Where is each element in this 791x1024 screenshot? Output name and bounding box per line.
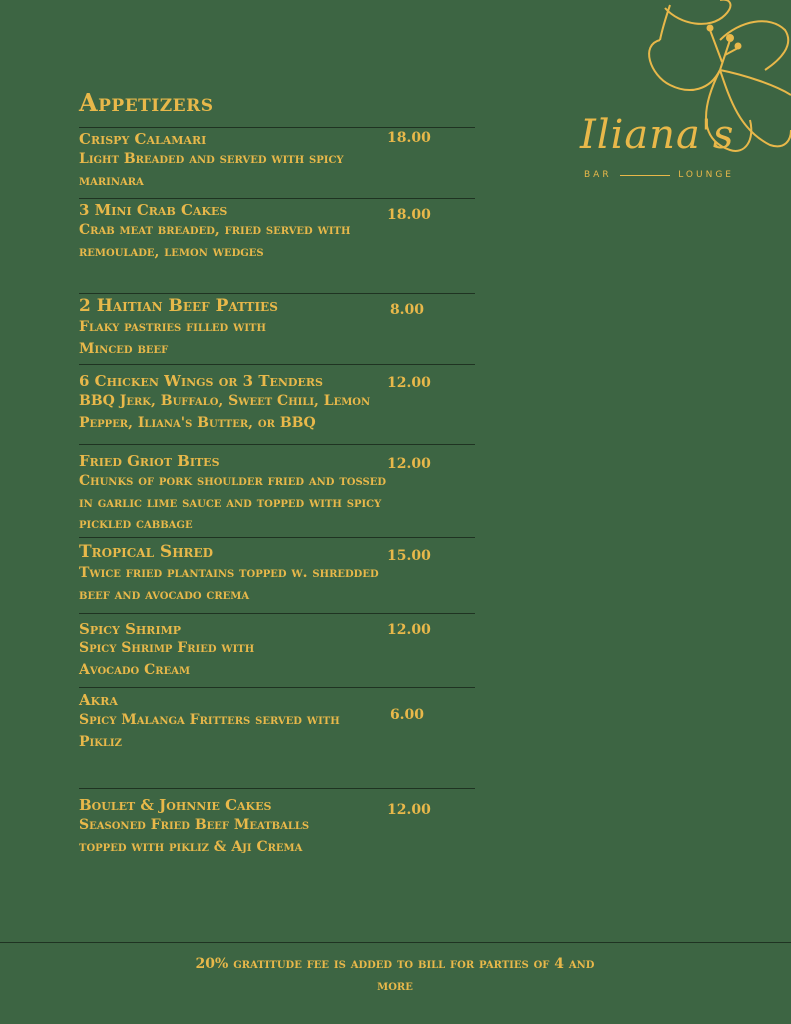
menu-item [79, 198, 475, 293]
item-price: 8.00 [389, 302, 425, 318]
item-name: Fried Griot Bites [79, 452, 220, 470]
logo-lounge-text: LOUNGE [678, 170, 734, 180]
footer-divider [0, 942, 791, 943]
item-name: Boulet & Johnnie Cakes [79, 796, 272, 814]
item-price: 18.00 [387, 207, 431, 223]
item-name: 2 Haitian Beef Patties [79, 296, 278, 316]
menu-item [79, 788, 475, 864]
item-price: 12.00 [387, 802, 431, 818]
menu-item [79, 293, 475, 364]
item-price: 18.00 [387, 130, 431, 146]
menu-item [79, 687, 475, 788]
logo-subtitle [584, 170, 734, 180]
item-name: Spicy Shrimp [79, 620, 182, 638]
item-description: Chunks of pork shoulder fried and tossed in garlic lime sauce and topped with spicy pickled cabbage [79, 473, 387, 532]
menu-item [79, 537, 475, 613]
menu-item [79, 613, 475, 687]
item-description: Crab meat breaded, fried served with remoulade, lemon wedges [79, 222, 351, 260]
item-description: Twice fried plantains topped w. shredded beef and avocado crema [79, 565, 379, 603]
item-description: Light Breaded and served with spicy marinara [79, 151, 344, 189]
item-description: BBQ Jerk, Buffalo, Sweet Chili, Lemon Pepper, Iliana's Butter, or BBQ [79, 393, 371, 431]
hibiscus-flower-icon [570, 0, 791, 190]
logo-wordmark: Iliana's [580, 112, 735, 158]
item-price: 12.00 [387, 622, 431, 638]
menu-item [79, 127, 475, 198]
item-price: 12.00 [387, 456, 431, 472]
menu-item [79, 444, 475, 537]
item-price: 6.00 [389, 707, 425, 723]
item-description: Seasoned Fried Beef Meatballs topped with pikliz & Aji Crema [79, 817, 310, 855]
gratuity-note: 20% gratitude fee is added to bill for parties of 4 and more [195, 956, 595, 994]
item-price: 15.00 [387, 548, 431, 564]
item-name: Tropical Shred [79, 542, 214, 562]
item-description: Flaky pastries filled with Minced beef [79, 319, 266, 357]
item-name: Crispy Calamari [79, 130, 207, 148]
item-description: Spicy Shrimp Fried with Avocado Cream [79, 640, 255, 678]
item-name: Akra [79, 691, 118, 709]
menu-item [79, 364, 475, 444]
menu-list [79, 127, 475, 864]
section-title: Appetizers [79, 88, 214, 117]
logo-bar-text: BAR [584, 170, 612, 180]
item-name: 3 Mini Crab Cakes [79, 201, 228, 219]
item-price: 12.00 [387, 375, 431, 391]
logo-divider [620, 175, 671, 176]
item-description: Spicy Malanga Fritters served with Pikliz [79, 712, 340, 750]
item-name: 6 Chicken Wings or 3 Tenders [79, 372, 323, 390]
